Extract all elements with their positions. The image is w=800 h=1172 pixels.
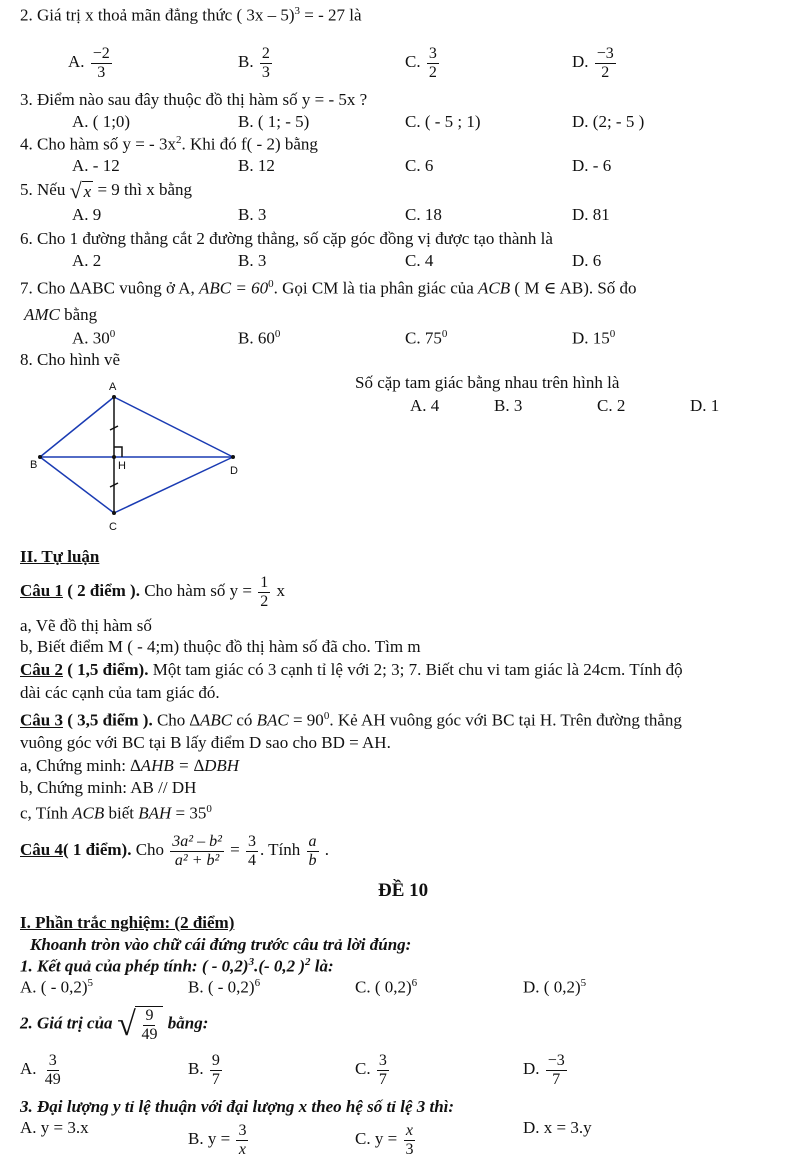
t2-option-c: C. $\frac{3}{7}$ (355, 1052, 387, 1088)
point-b (38, 455, 42, 459)
t3-stem: 3. Đại lượng y tỉ lệ thuận với đại lượng x theo hệ số tỉ lệ 3 thì: (20, 1097, 455, 1116)
t3-option-d: D. x = 3.y (523, 1118, 592, 1137)
cau3-b: b, Chứng minh: AB // DH (20, 778, 197, 797)
kite-figure (20, 375, 250, 535)
q8-option-b: B. 3 (494, 396, 523, 415)
cau2-line: Câu 2 ( 1,5 điểm). Một tam giác có 3 cạnh tỉ lệ với 2; 3; 7. Biết chu vi tam giác là 24cm. Tính độ (20, 660, 683, 679)
t1-option-c: C. ( 0,2)$^6$ (355, 977, 418, 997)
q7-option-c: C. $75^0$ (405, 328, 448, 348)
q3-stem: 3. Điểm nào sau đây thuộc đồ thị hàm số y = - 5x ? (20, 90, 368, 109)
q3-option-a: A. ( 1;0) (72, 112, 131, 131)
segment-cd (114, 457, 233, 513)
segment-ab (40, 397, 114, 457)
q6-option-c: C. 4 (405, 251, 434, 270)
label-h: H (118, 460, 126, 472)
cau3-line: Câu 3 ( 3,5 điểm ). Cho ∆ABC có BAC = $90^0$. Kẻ AH vuông góc với BC tại H. Trên đường thẳng (20, 710, 682, 730)
cau4-line: Câu 4( 1 điểm). Cho $\frac{\text{3a² – b²}}{\text{a² + b²}}$ = $\frac{3}{4}$ . Tính $\frac{a}{b}$ . (20, 833, 330, 869)
sqrt-symbol: √ $\frac{9}{49}$ (117, 1006, 164, 1043)
segment-bc (40, 457, 114, 513)
q6-stem: 6. Cho 1 đường thẳng cắt 2 đường thẳng, số cặp góc đồng vị được tạo thành là (20, 229, 553, 248)
q7-option-b: B. $60^0$ (238, 328, 281, 348)
t3-option-c: C. y = $\frac{x}{3}$ (355, 1122, 414, 1158)
q2-option-d: D. $\frac{-3}{2}$ (572, 45, 614, 81)
q3-option-c: C. ( - 5 ; 1) (405, 112, 481, 131)
q8-question: Số cặp tam giác bằng nhau trên hình là (355, 373, 620, 392)
segment-ad (114, 397, 233, 457)
q5-option-b: B. 3 (238, 205, 267, 224)
t1-option-a: A. ( - 0,2)$^5$ (20, 977, 94, 997)
cau3-a: a, Chứng minh: ∆AHB = ∆DBH (20, 756, 240, 775)
q5-option-a: A. 9 (72, 205, 102, 224)
q3-option-d: D. (2; - 5 ) (572, 112, 645, 131)
cau2-line2: dài các cạnh của tam giác đó. (20, 683, 220, 702)
cau3-line2: vuông góc với BC tại B lấy điểm D sao cho BD = AH. (20, 733, 391, 752)
q5-stem: 5. Nếu √ x = 9 thì x bằng (20, 178, 193, 204)
q4-option-a: A. - 12 (72, 156, 120, 175)
q6-option-d: D. 6 (572, 251, 602, 270)
t1-option-b: B. ( - 0,2)$^6$ (188, 977, 261, 997)
t1-option-d: D. ( 0,2)$^5$ (523, 977, 587, 997)
q5-option-d: D. 81 (572, 205, 610, 224)
q6-option-a: A. 2 (72, 251, 102, 270)
q4-option-b: B. 12 (238, 156, 275, 175)
q4-option-c: C. 6 (405, 156, 434, 175)
q8-option-c: C. 2 (597, 396, 626, 415)
sqrt-symbol: √ x (69, 178, 92, 204)
cau1-a: a, Vẽ đồ thị hàm số (20, 616, 152, 635)
point-c (112, 511, 116, 515)
q8-option-a: A. 4 (410, 396, 440, 415)
t2-option-d: D. $\frac{-3}{7}$ (523, 1052, 565, 1088)
cau3-c: c, Tính ACB biết BAH = $35^0$ (20, 803, 212, 823)
q4-option-d: D. - 6 (572, 156, 612, 175)
q2-option-a: A. $\frac{-2}{3}$ (68, 45, 110, 81)
q2-option-b: B. $\frac{2}{3}$ (238, 45, 270, 81)
label-c: C (109, 521, 117, 533)
label-d: D (230, 465, 238, 477)
cau1-b: b, Biết điểm M ( - 4;m) thuộc đồ thị hàm số đã cho. Tìm m (20, 637, 421, 656)
part1-title: I. Phần trắc nghiệm: (2 điểm) (20, 913, 235, 932)
label-b: B (30, 459, 38, 471)
t2-option-a: A. $\frac{3}{49}$ (20, 1052, 61, 1088)
label-a: A (109, 381, 117, 393)
q7-stem: 7. Cho ∆ABC vuông ở A, ABC = $60^0$. Gọi CM là tia phân giác của ACB ( M ∈ AB). Số đo (20, 278, 637, 298)
de10-title: ĐỀ 10 (378, 880, 429, 901)
t3-option-a: A. y = 3.x (20, 1118, 89, 1137)
q7-option-d: D. $15^0$ (572, 328, 616, 348)
q2-stem: 2. Giá trị x thoả mãn đẳng thức ( 3x – 5)$^3$ = - 27 là (20, 5, 362, 25)
q3-option-b: B. ( 1; - 5) (238, 112, 310, 131)
part1-instructions: Khoanh tròn vào chữ cái đứng trước câu trả lời đúng: (30, 935, 412, 954)
q5-option-c: C. 18 (405, 205, 442, 224)
t2-stem: 2. Giá trị của √ $\frac{9}{49}$ bằng: (20, 1005, 209, 1043)
q2-option-c: C. $\frac{3}{2}$ (405, 45, 437, 81)
point-a (112, 395, 116, 399)
part2-title: II. Tự luận (20, 547, 100, 566)
cau1-line: Câu 1 ( 2 điểm ). Cho hàm số y = $\frac{1}{2}$ x (20, 574, 286, 610)
t1-stem: 1. Kết quả của phép tính: ( - 0,2)$^3$.(- 0,2 )$^2$ là: (20, 956, 334, 976)
q8-stem: 8. Cho hình vẽ (20, 350, 121, 369)
q8-option-d: D. 1 (690, 396, 720, 415)
point-d (231, 455, 235, 459)
t2-option-b: B. $\frac{9}{7}$ (188, 1052, 220, 1088)
q4-stem: 4. Cho hàm số y = - $3x^2$. Khi đó f( - 2) bằng (20, 134, 318, 154)
q7-option-a: A. $30^0$ (72, 328, 116, 348)
point-h (112, 455, 116, 459)
q7-stem-line2: AMC bằng (24, 305, 98, 324)
q6-option-b: B. 3 (238, 251, 267, 270)
t3-option-b: B. y = $\frac{3}{x}$ (188, 1122, 247, 1158)
